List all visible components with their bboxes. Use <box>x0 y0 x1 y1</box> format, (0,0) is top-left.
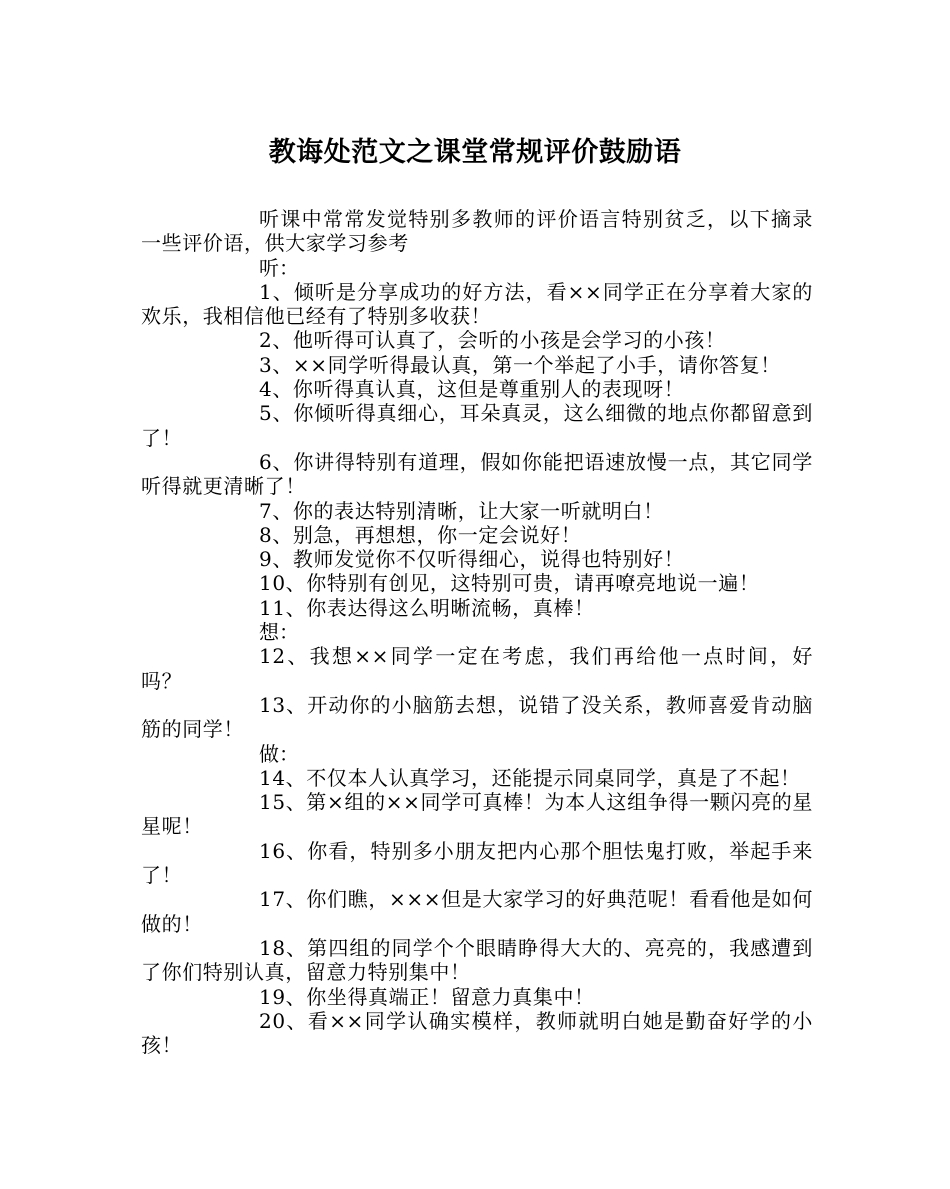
section-heading-do: 做： <box>259 741 299 766</box>
section-heading-listen: 听： <box>259 255 299 280</box>
list-item: 8、别急，再想想，你一定会说好！ <box>259 522 582 547</box>
document-title: 教诲处范文之课堂常规评价鼓励语 <box>268 137 682 168</box>
intro-paragraph: 听课中常常发觉特别多教师的评价语言特别贫乏，以下摘录一些评价语，供大家学习参考 <box>141 207 813 256</box>
list-item: 9、教师发觉你不仅听得细心，说得也特别好！ <box>259 547 685 572</box>
list-item: 2、他听得可认真了，会听的小孩是会学习的小孩！ <box>259 328 726 353</box>
list-item: 16、你看，特别多小朋友把内心那个胆怯鬼打败，举起手来了！ <box>141 838 813 888</box>
list-item: 6、你讲得特别有道理，假如你能把语速放慢一点，其它同学听得就更清晰了！ <box>141 449 813 499</box>
list-item: 19、你坐得真端正！留意力真集中！ <box>259 984 595 1009</box>
list-item: 3、××同学听得最认真，第一个举起了小手，请你答复！ <box>259 352 781 377</box>
document-body <box>141 207 813 1057</box>
list-item: 7、你的表达特别清晰，让大家一听就明白！ <box>259 498 664 523</box>
list-item: 1、倾听是分享成功的好方法，看××同学正在分享着大家的欢乐，我相信他已经有了特别多收获！ <box>141 279 813 329</box>
list-item: 11、你表达得这么明晰流畅，真棒！ <box>259 595 595 620</box>
list-item: 4、你听得真认真，这但是尊重别人的表现呀！ <box>259 377 685 402</box>
section-heading-think: 想： <box>259 620 299 645</box>
list-item: 17、你们瞧，×××但是大家学习的好典范呢！看看他是如何做的！ <box>141 887 813 936</box>
list-item: 5、你倾听得真细心，耳朵真灵，这么细微的地点你都留意到了！ <box>141 401 813 450</box>
list-item: 15、第×组的××同学可真棒！为本人这组争得一颗闪亮的星星呢！ <box>141 790 813 839</box>
list-item: 18、第四组的同学个个眼睛睁得大大的、亮亮的，我感遭到了你们特别认真，留意力特别集中！ <box>141 935 813 985</box>
list-item: 14、不仅本人认真学习，还能提示同桌同学，真是了不起！ <box>259 765 801 790</box>
list-item: 20、看××同学认确实模样，教师就明白她是勤奋好学的小孩！ <box>141 1008 813 1058</box>
list-item: 10、你特别有创见，这特别可贵，请再嘹亮地说一遍！ <box>259 571 760 596</box>
list-item: 12、我想××同学一定在考虑，我们再给他一点时间，好吗？ <box>141 644 813 693</box>
list-item: 13、开动你的小脑筋去想，说错了没关系，教师喜爱肯动脑筋的同学！ <box>141 692 813 742</box>
